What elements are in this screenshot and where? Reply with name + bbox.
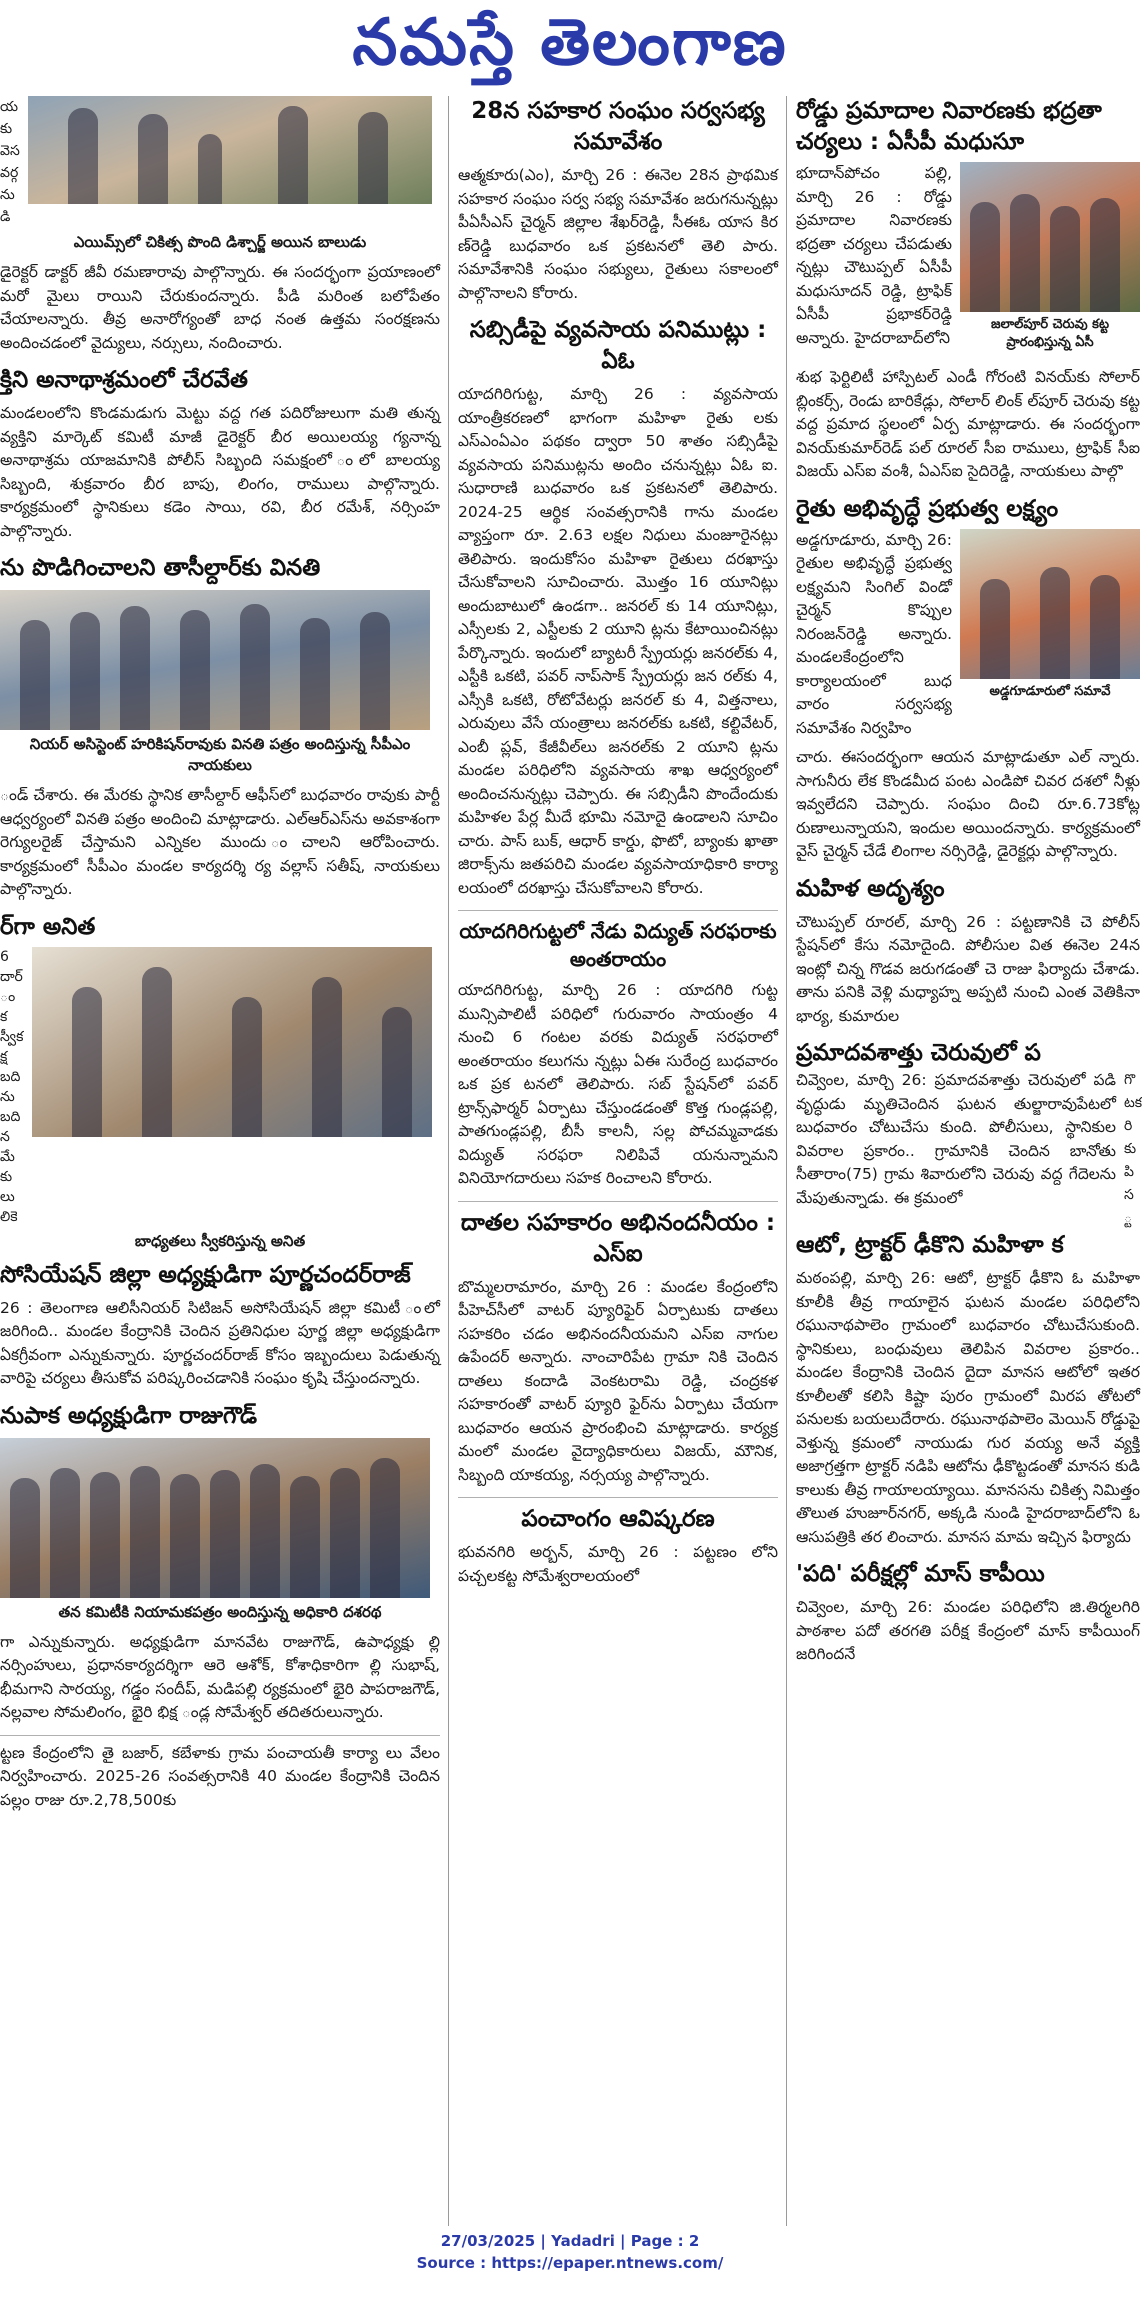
page-footer [0,2230,1140,2274]
photo-caption: నియర్ అసిస్టెంట్ హరికిషన్‌రావుకు వినతి పత్రం అందిస్తున్న సీపీఎం నాయకులు [29,735,411,774]
headline: ర్‌గా అనిత [0,913,96,940]
headline: రైతు అభివృద్ధే ప్రభుత్వ లక్ష్యం [796,495,1059,522]
article-fragment: గొ టక రి కు పి స ్ట [1124,1072,1142,1226]
photo-memorandum [0,590,430,730]
article-body: ట్టణ కేంద్రంలోని తై బజార్, కబేళాకు గ్రామ పంచాయతీ కార్యా లు వేలం నిర్వహించారు. 2025-26 సంవత్సరానికి 40 మండల కేంద్రానికి చెందిన పల్లం రాజు రూ.2,78,500కు [0,1743,440,1809]
article-body: ండ్ చేశారు. ఈ మేరకు స్థానిక తాసీల్దార్ ఆఫీస్‌లో బుధవారం రావుకు పార్టీ ఆధ్వర్యంలో వినతి పత్రం అందించి మాట్లాడారు. ఎల్ఆర్ఎస్‌ను అవకాశంగా రెగ్యులరైజ్ చేస్తామని ఎన్నికల ముందు ంచాలని ఆరోపించారు. కార్యక్రమంలో సీపీఎం మండల కార్యదర్శి ర్య వల్లాస్ సతీష్, నాయకులు పాల్గొన్నారు. [0,786,440,898]
article-body: బొమ్మలరామారం, మార్చి 26 : మండల కేంద్రంలోని పీహెచ్‌సీలో వాటర్ ప్యూరిఫైర్ ఏర్పాటుకు దాతలు సహకరిం చడం అభినందనీయమని ఎస్ఐ నాగుల ఉపేందర్ అన్నారు. నాంచారిపేట గ్రామా నికి చెందిన దాతలు కందాడి వెంకటరామి రెడ్డి, చంద్రకళ సహకారంతో వాటర్ ప్యూరి ఫైర్‌ను ఏర్పాటు చేయగా బుధవారం ఆయన ప్రారంభించి మాట్లాడారు. కార్యక్ర మంలో మండల వైద్యాధికారులు విజయ్, మౌనిక, సిబ్బంది యాకయ్య, నర్సయ్య పాల్గొన్నారు. [458,1277,778,1484]
article-fragment: య కు వెస వర్గ ను డి [0,99,20,225]
article-body: మఠంపల్లి, మార్చి 26: ఆటో, ట్రాక్టర్ ఢీకొని ఓ మహిళా కూలీకి తీవ్ర గాయాలైన ఘటన మండల పరిధిలోని రఘునాథపాలెం గ్రామంలో బుధవారం చోటుచేసుకుంది. స్థానికులు, బంధువులు తెలిపిన వివరాల ప్రకారం.. మండల కేంద్రానికి చెందిన దైదా మానస ఆటోలో ఇతర కూలీలతో కలిసి కిష్టా పురం గ్రామంలో మిరప తోటలో పనులకు బయలుదేరారు. రఘునాథపాలెం మెయిన్ రోడ్డుపై వెళ్తున్న క్రమంలో నాయుడు గుర వయ్య అనే వ్యక్తి అజాగ్రత్తగా ట్రాక్టర్ నడిపి ఆటోను ఢీకొట్టడంతో మానస కుడి కాలుకు తీవ్ర గాయాలయ్యాయి. మానసను చికిత్స నిమిత్తం తొలుత హుజూర్‌నగర్, అక్కడి నుండి హైదరాబాద్‌లోని ఓ ఆసుపత్రికి తర లించారు. మానస మామ ఇచ్చిన ఫిర్యాదు [796,1269,1140,1546]
divider [458,910,778,911]
article-body: చివ్వెంల, మార్చి 26: ప్రమాదవశాత్తు చెరువులో పడి వృద్ధుడు మృతిచెందిన ఘటన తుల్జారావుపేటలో బుధవారం చోటుచేసు కుంది. పోలీసులు, స్థానికుల వివరాల ప్రకారం.. గ్రామానికి చెందిన బానోతు సీతారాం(75) గ్రామ శివారులోని చెరువు వద్ద గేదెలను మేపుతున్నాడు. ఈ క్రమంలో [796,1071,1116,1207]
headline: నుపాక అధ్యక్షుడిగా రాజుగౌడ్ [0,1402,258,1429]
headline: యాదగిరిగుట్టలో నేడు విద్యుత్ సరఫరాకు అంతరాయం [459,919,777,971]
photo-road-safety [960,162,1140,312]
column-middle [458,96,778,2226]
article-body: శుభ ఫెర్టిలిటీ హాస్పిటల్ ఎండీ గోరంటి వినయ్‌కు సోలార్ బ్లింకర్స్, రెండు బారికేడ్లు, సోలార్ లింక్ ల్‌పూర్ చెరువు కట్ట వద్ద ప్రమాద స్థలంలో ఏర్ప మాట్లాడారు. ఈ సందర్భంగా వినయ్‌కుమార్‌రెడ్ పల్ రూరల్ సీఐ రాములు, ట్రాఫిక్ సీఐ విజయ్ ఎస్ఐ వంశీ, ఏఎస్ఐ సైదిరెడ్డి, నాయకులు పాల్గొ [796,368,1140,480]
divider [458,1497,778,1498]
article-body: చారు. ఈసందర్భంగా ఆయన మాట్లాడుతూ ఎల్ న్నారు. సాగునీరు లేక కొండమీద పంట ఎండిపో చివర దశలో నీళ్లు ఇవ్వలేదని చెప్పారు. సంఘం దించి రూ.6.73కోట్ల రుణాలున్నాయని, ఇందుల అయిందన్నారు. కార్యక్రమంలో వైస్ చైర్మన్ చేడే లింగాల నర్సిరెడ్డి, డైరెక్టర్లు పాల్గొన్నారు. [796,748,1140,860]
article-body: యాదగిరిగుట్ట, మార్చి 26 : వ్యవసాయ యాంత్రీకరణలో భాగంగా మహిళా రైతు లకు ఎస్ఎంఏఎం పథకం ద్వారా 50 శాతం సబ్సిడీపై వ్యవసాయ పనిముట్లను అందిం చనున్నట్లు ఏఓ ఐ. సుధారాణి బుధవారం ఒక ప్రకటనలో తెలిపారు. 2024-25 ఆర్థిక సంవత్సరానికి గాను మండల వ్యాప్తంగా రూ. 2.63 లక్షల నిధులు మంజూరైనట్లు తెలిపారు. ఇందుకోసం మహిళా రైతులు దరఖాస్తు చేసుకోవాలని సూచించారు. మొత్తం 16 యూనిట్లు అందుబాటులో ఉండగా.. జనరల్ కు 14 యూనిట్లు, ఎస్సీలకు 2, ఎస్టీలకు 2 యూని ట్లను కేటాయించినట్లు పేర్కొన్నారు. ఇందులో బ్యాటరీ స్ప్రేయర్లు జనరల్‌కు 4, ఎస్టీకి ఒకటి, పవర్ నాప్‌సాక్ స్ప్రేయర్లు జన రల్‌కు 4, ఎస్సీకి ఒకటి, రోటోవేటర్లు జనరల్ కు 4, విత్తనాలు, ఎరువులు వేసే యంత్రాలు జనరల్‌కు ఒకటి, కల్టివేటర్, ఎంబీ ప్లవ్, కేజీవీల్‌లు జనరల్‌కు 2 యూని ట్లను మండల పరిధిలోని వ్యవసాయ శాఖ ఆధ్వర్యంలో అందించనున్నట్లు చెప్పారు. ఈ సబ్సిడీని పొందేందుకు మహిళల పేర్ల మీదే భూమి నమోదై ఉండాలని సూచిం చారు. పాస్ బుక్, ఆధార్ కార్డు, ఫొటో, బ్యాంకు ఖాతా జిరాక్స్‌ను జతపరిచి మండల వ్యవసాయాధికారి కార్యా లయంలో దరఖాస్తు చేసుకోవాలని కోరారు. [458,385,778,897]
headline: క్తిని అనాథాశ్రమంలో చేరవేత [0,367,248,393]
photo-anitha-charge [32,947,432,1137]
photo-discharged-boy [28,96,432,204]
article-body: అడ్డగూడూరు, మార్చి 26: రైతుల అభివృద్ధే ప్రభుత్వ లక్ష్యమని సింగిల్ విండో చైర్మన్ కొప్పుల నిరంజన్‌రెడ్డి అన్నారు. మండలకేంద్రంలోని కార్యాలయంలో బుధ వారం సర్వసభ్య సమావేశం నిర్వహిం [796,530,952,737]
divider [458,1201,778,1202]
photo-farmers-meeting [960,529,1140,679]
headline: రోడ్డు ప్రమాదాల నివారణకు భద్రతా చర్యలు : ఏసీపీ మధుసూ [796,98,1102,155]
newspaper-logo: నమస్తే తెలంగాణ [352,5,788,80]
photo-caption: అడ్డగూడూరులో సమావే [989,683,1111,699]
photo-caption: ఎయిమ్స్‌లో చికిత్స పొంది డిశ్చార్జ్ అయిన బాలుడు [73,233,367,251]
masthead [0,0,1140,88]
photo-committee [0,1438,430,1598]
photo-caption: తన కమిటీకి నియామకపత్రం అందిస్తున్న అధికారి దశరథ [58,1602,382,1621]
photo-caption: బాధ్యతలు స్వీకరిస్తున్న అనిత [134,1231,306,1250]
footer-source: Source : https://epaper.ntnews.com/ [416,2254,724,2272]
headline: ఆటో, ట్రాక్టర్ ఢీకొని మహిళా క [796,1232,1064,1258]
article-body: చౌటుప్పల్ రూరల్, మార్చి 26 : పట్టణానికి చె పోలీస్ స్టేషన్‌లో కేసు నమోదైంది. పోలీసుల విత ఈనెల 24న ఇంట్లో చిన్న గొడవ జరుగడంతో చె రాజు ఫిర్యాదు చేశాడు. తాను పనికి వెళ్లి మధ్యాహ్న అప్పటి నుంచి ఎంత వెతికినా భార్య, కుమారుల [796,912,1140,1025]
column-right [796,96,1140,2226]
photo-caption: జలాల్‌పూర్ చెరువు కట్ట ప్రారంభిస్తున్న ఏసీ [991,317,1109,350]
headline: సబ్సిడీపై వ్యవసాయ పనిముట్లు : ఏఓ [469,317,767,374]
article-body: భూదాన్‌పోచం పల్లి, మార్చి 26 : రోడ్డు ప్రమాదాల నివారణకు భద్రతా చర్యలు చేపడుతు న్నట్లు చౌటుప్పల్ ఏసీపీ మధుసూదన్ రెడ్డి, ట్రాఫిక్ ఏసీపీ ప్రభాకర్‌రెడ్డి అన్నారు. హైదరాబాద్‌లోని [796,164,952,347]
headline: పంచాంగం ఆవిష్కరణ [521,1506,715,1532]
article-body: ఆత్మకూరు(ఎం), మార్చి 26 : ఈనెల 28న ప్రాథమిక సహకార సంఘం సర్వ సభ్య సమావేశం జరుగనున్నట్లు పీఏసీఎస్ చైర్మన్ జిల్లాల శేఖర్‌రెడ్డి, సీఈఓ యాస కిర ణ్‌రెడ్డి బుధవారం ఒక ప్రకటనలో తెలి పారు. సమావేశానికి సంఘం సభ్యులు, రైతులు సకాలంలో పాల్గొనాలని కోరారు. [458,166,778,302]
article-body: యాదగిరిగుట్ట, మార్చి 26 : యాదగిరి గుట్ట మున్సిపాలిటీ పరిధిలో గురువారం సాయంత్రం 4 నుంచి 6 గంటల వరకు విద్యుత్ సరఫరాలో అంతరాయం కలుగను న్నట్లు ఏఈ సురేంద్ర బుధవారం ఒక ప్రక టనలో తెలిపారు. సబ్ స్టేషన్‌లో పవర్ ట్రాన్స్‌ఫార్మర్ ఏర్పాటు చేస్తుండడంతో కొత్త గుండ్లపల్లి, పాతగుండ్లపల్లి, బీసీ కాలనీ, సల్ల పోచమ్మవాడకు విద్యుత్ సరఫరా నిలిపివే యనున్నామని వినియోగదారులు సహక రించాలని కోరారు. [458,981,778,1187]
headline: మహిళ అదృశ్యం [796,875,945,902]
divider [0,1735,440,1736]
article-body: గా ఎన్నుకున్నారు. అధ్యక్షుడిగా మానవేట రాజుగౌడ్, ఉపాధ్యక్షు ల్లి నర్సింహులు, ప్రధానకార్యదర్శిగా ఆరె ఆశోక్, కోశాధికారిగా ల్లి సుభాష్, భీమగాని సారయ్య, గడ్డం సందీప్, మడిపల్లి ర్యక్రమంలో భైరి పాపరాజగౌడ్, నల్లవాల సోమలింగం, భైరి భిక్ష ండ్ల సోమేశ్వర్ తదితరులున్నారు. [0,1632,440,1721]
headline: ను పొడిగించాలని తాసీల్దార్‌కు వినతి [0,555,321,581]
column-left [0,96,440,2226]
footer-date-edition: 27/03/2025 | Yadadri | Page : 2 [440,2232,700,2250]
column-divider [786,96,787,2226]
article-body: చివ్వెంల, మార్చి 26: మండల పరిధిలోని జి.తిర్మలగిరి పాఠశాల పదో తరగతి పరీక్ష కేంద్రంలో మాస్ కాపీయింగ్ జరిగిందనే [796,1598,1140,1663]
article-fragment: 6 దార్ ం క స్వీక క్ష బది ను బది న మేకు లు లికె [0,948,24,1225]
article-body: 26 : తెలంగాణ ఆలిసీనియర్ సిటిజన్ అసోసియేషన్ జిల్లా కమిటీ ంలో జరిగింది.. మండల కేంద్రానికి చెందిన ప్రతినిధుల పూర్ణ జిల్లా అధ్యక్షుడిగా ఏకగ్రీవంగా ఎన్నుకున్నారు. పూర్ణచందర్‌రాజ్ కోసం ఇబ్బందులు పెడుతున్న వారిపై చర్యలు తీసుకోవ పరిష్కరించడానికి సంఘం కృషి చేస్తుందన్నారు. [0,1298,440,1387]
article-body: డైరెక్టర్ డాక్టర్ జీవీ రమణారావు పాల్గొన్నారు. ఈ సందర్భంగా ప్రయాణంలో మరో మైలు రాయిని చేరుకుందన్నారు. పీడి మరింత బలోపేతం చేయాలన్నారు. తీవ్ర అనారోగ్యంతో బాధ నంత ఉత్తమ సంరక్షణను అందించడంలో వైద్యులు, నర్సులు, నందించారు. [0,263,440,352]
article-body: మండలంలోని కొండమడుగు మెట్టు వద్ద గత పదిరోజులుగా మతి తున్న వ్యక్తిని మార్కెట్ కమిటీ మాజీ డైరెక్టర్ బీర అయిలయ్య గ్యనాన్న అనాథాశ్రమ యాజమానికి పోలీస్ సిబ్బంది సమక్షంలో ంలో బాలయ్య సిబ్బంది, శుక్రవారం బీర బాపు, లింగం, రాములు పాల్గొన్నారు. కార్యక్రమంలో స్థానికులు కడెం సాయి, రవి, బీర రమేశ్, నర్సింహ పాల్గొన్నారు. [0,404,440,540]
headline: సోసియేషన్ జిల్లా అధ్యక్షుడిగా పూర్ణచందర్‌రాజ్ [0,1261,411,1288]
headline: ప్రమాదవశాత్తు చెరువులో ప [796,1040,1041,1066]
headline: 'పది' పరీక్షల్లో మాస్ కాపీయి [796,1561,1045,1587]
column-divider [448,96,449,2226]
headline: 28న సహకార సంఘం సర్వసభ్య సమావేశం [471,98,765,155]
headline: దాతల సహకారం అభినందనీయం : ఎస్ఐ [460,1209,776,1267]
article-body: భువనగిరి అర్బన్, మార్చి 26 : పట్టణం లోని పచ్చలకట్ట సోమేశ్వరాలయంలో [458,1543,778,1585]
